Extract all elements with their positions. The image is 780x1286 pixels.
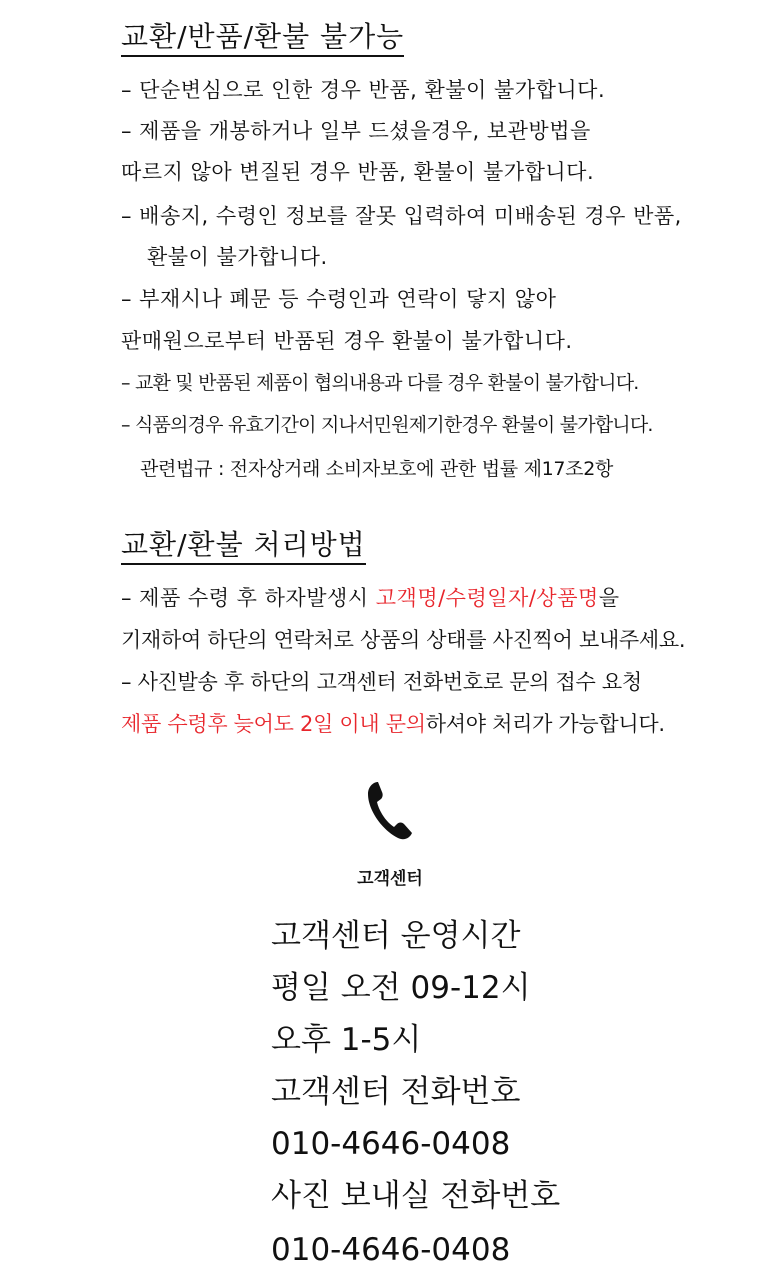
policy-line: – 식품의경우 유효기간이 지나서민원제기한경우 환불이 불가합니다. <box>121 414 653 436</box>
policy-line: 판매원으로부터 반품된 경우 환불이 불가합니다. <box>121 329 573 353</box>
policy-line: – 부재시나 폐문 등 수령인과 연락이 닿지 않아 <box>121 287 557 311</box>
customer-center-label: 고객센터 <box>357 869 423 889</box>
policy-line: – 교환 및 반품된 제품이 협의내용과 다를 경우 환불이 불가합니다. <box>121 372 639 394</box>
process-text: – 제품 수령 후 하자발생시 <box>121 586 376 610</box>
phone-title: 고객센터 전화번호 <box>271 1074 521 1110</box>
photo-phone-title: 사진 보내실 전화번호 <box>271 1178 561 1214</box>
weekday-morning-hours: 평일 오전 09-12시 <box>271 970 531 1006</box>
process-text: 하셔야 처리가 가능합니다. <box>425 712 665 736</box>
policy-line: – 제품을 개봉하거나 일부 드셨을경우, 보관방법을 <box>121 119 591 143</box>
process-line <box>121 710 665 738</box>
phone-icon <box>364 780 414 842</box>
policy-heading: 교환/반품/환불 불가능 <box>121 20 404 57</box>
required-info-highlight: 고객명/수령일자/상품명 <box>375 586 599 610</box>
process-line: 기재하여 하단의 연락처로 상품의 상태를 사진찍어 보내주세요. <box>121 628 686 652</box>
hours-title: 고객센터 운영시간 <box>271 918 521 954</box>
deadline-highlight: 제품 수령후 늦어도 2일 이내 문의 <box>121 712 426 736</box>
policy-line: 환불이 불가합니다. <box>147 245 328 269</box>
law-reference: 관련법규 : 전자상거래 소비자보호에 관한 법률 제17조2항 <box>140 458 614 480</box>
afternoon-hours: 오후 1-5시 <box>271 1022 422 1058</box>
process-text: 을 <box>598 586 620 610</box>
policy-line: – 배송지, 수령인 정보를 잘못 입력하여 미배송된 경우 반품, <box>121 204 682 228</box>
policy-line: 따르지 않아 변질된 경우 반품, 환불이 불가합니다. <box>121 160 595 184</box>
policy-line: – 단순변심으로 인한 경우 반품, 환불이 불가합니다. <box>121 78 606 102</box>
process-line: – 사진발송 후 하단의 고객센터 전화번호로 문의 접수 요청 <box>121 670 642 694</box>
phone-number: 010-4646-0408 <box>271 1126 511 1162</box>
photo-phone-number: 010-4646-0408 <box>271 1232 511 1268</box>
process-heading: 교환/환불 처리방법 <box>121 528 366 565</box>
process-line <box>121 584 620 612</box>
